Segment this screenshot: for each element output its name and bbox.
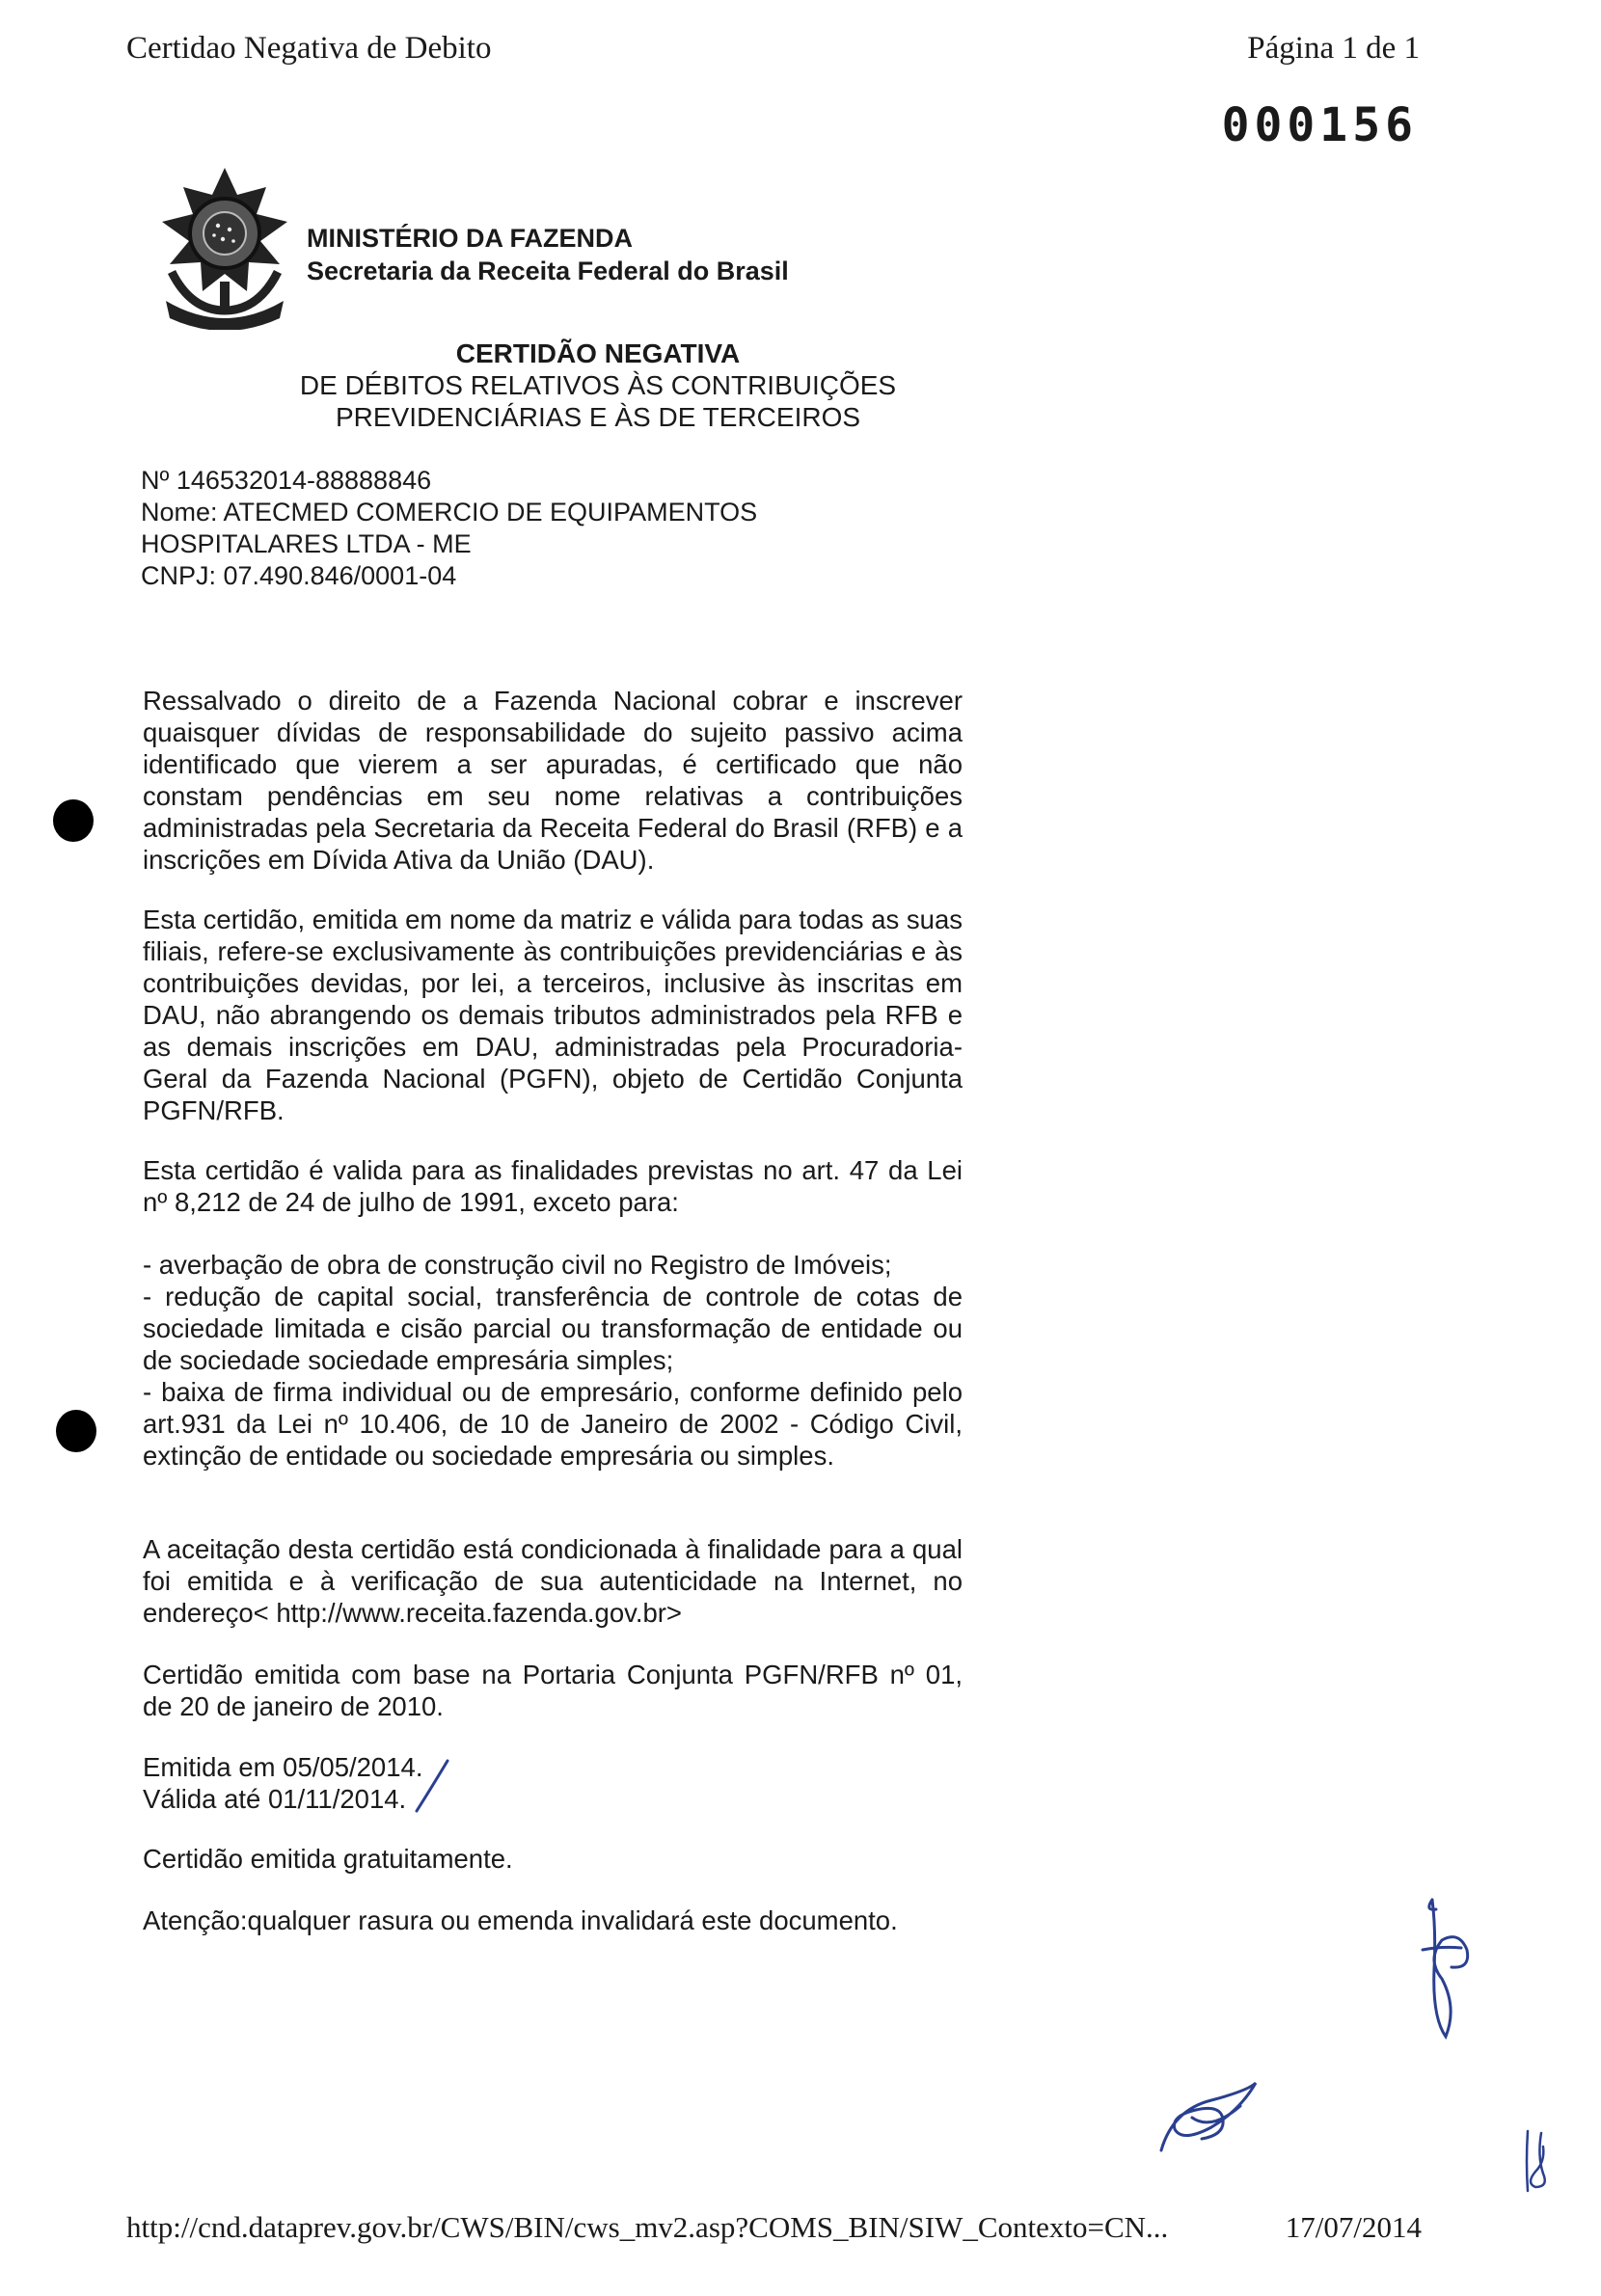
paragraph-ressalvado: Ressalvado o direito de a Fazenda Nacional cobrar e inscrever quaisquer dívidas de responsabilidade do sujeito passivo acima identificado que vierem a ser apuradas, é certificado que não constam pendências em seu nome relativas a contribuições administradas pela Secretaria da Receita Federal do Brasil (RFB) e a inscrições em Dívida Ativa da União (DAU).: [143, 686, 963, 875]
certificate-number: Nº 146532014-88888846: [141, 466, 432, 495]
exceptions-list: [143, 1249, 963, 1472]
exception-item: - redução de capital social, transferência de controle de cotas de sociedade limitada e cisão parcial ou transformação de entidade ou de sociedade sociedade empresária simples;: [143, 1282, 963, 1375]
title-line-2: DE DÉBITOS RELATIVOS ÀS CONTRIBUIÇÕES: [299, 370, 897, 400]
issue-dates: [143, 1751, 625, 1815]
company-name-line-2: HOSPITALARES LTDA - ME: [141, 529, 472, 558]
certificate-info: [141, 465, 757, 592]
handwritten-initials-icon: [1403, 1892, 1480, 2046]
ministry-name: MINISTÉRIO DA FAZENDA: [307, 224, 634, 253]
paragraph-acceptance: A aceitação desta certidão está condicionada à finalidade para a qual foi emitida e à verificação de sua autenticidade na Internet, no endereço< http://www.receita.fazenda.gov.br>: [143, 1534, 963, 1628]
paragraph-free: Certidão emitida gratuitamente.: [143, 1844, 513, 1874]
document-title: Certidao Negativa de Debito: [126, 31, 492, 66]
footer-date: 17/07/2014: [1285, 2210, 1422, 2244]
company-name-line-1: Nome: ATECMED COMERCIO DE EQUIPAMENTOS: [141, 498, 758, 527]
title-line-1: CERTIDÃO NEGATIVA: [455, 338, 741, 368]
coat-of-arms-icon: [152, 166, 297, 330]
pen-tick-mark-icon: [413, 1757, 451, 1815]
title-line-3: PREVIDENCIÁRIAS E ÀS DE TERCEIROS: [335, 402, 861, 432]
stamp-number: 000156: [1221, 98, 1418, 152]
valid-until-date: Válida até 01/11/2014.: [143, 1784, 407, 1814]
secretariat-name: Secretaria da Receita Federal do Brasil: [307, 257, 789, 285]
paragraph-scope: Esta certidão, emitida em nome da matriz e válida para todas as suas filiais, refere-se exclusivamente às contribuições previdenciárias e às contribuições devidas, por lei, a terceiros, inclusive às inscritas em DAU, não abrangendo os demais tributos administrados pela RFB e as demais inscrições em DAU, administradas pela Procuradoria-Geral da Fazenda Nacional (PGFN), objeto de Certidão Conjunta PGFN/RFB.: [143, 905, 963, 1125]
page-indicator: Página 1 de 1: [1247, 31, 1420, 66]
punch-hole-mark: [53, 799, 94, 842]
issue-date: Emitida em 05/05/2014.: [143, 1752, 423, 1782]
exception-item: - averbação de obra de construção civil no Registro de Imóveis;: [143, 1250, 892, 1280]
certificate-title: [188, 338, 1008, 433]
footer-url: http://cnd.dataprev.gov.br/CWS/BIN/cws_mv2.asp?COMS_BIN/SIW_Contexto=CN...: [126, 2210, 1169, 2244]
company-cnpj: CNPJ: 07.490.846/0001-04: [141, 561, 457, 590]
handwritten-rubric-icon: [1153, 2071, 1269, 2163]
paragraph-warning: Atenção:qualquer rasura ou emenda invalidará este documento.: [143, 1905, 898, 1935]
punch-hole-mark: [56, 1410, 96, 1452]
handwritten-mark-icon: [1520, 2127, 1553, 2195]
exception-item: - baixa de firma individual ou de empresário, conforme definido pelo art.931 da Lei nº 10.406, de 10 de Janeiro de 2002 - Código Civil, extinção de entidade ou sociedade empresária ou simples.: [143, 1377, 963, 1471]
paragraph-validity: Esta certidão é valida para as finalidades previstas no art. 47 da Lei nº 8,212 de 24 de julho de 1991, exceto para:: [143, 1155, 963, 1217]
paragraph-portaria: Certidão emitida com base na Portaria Conjunta PGFN/RFB nº 01, de 20 de janeiro de 2010.: [143, 1660, 963, 1721]
